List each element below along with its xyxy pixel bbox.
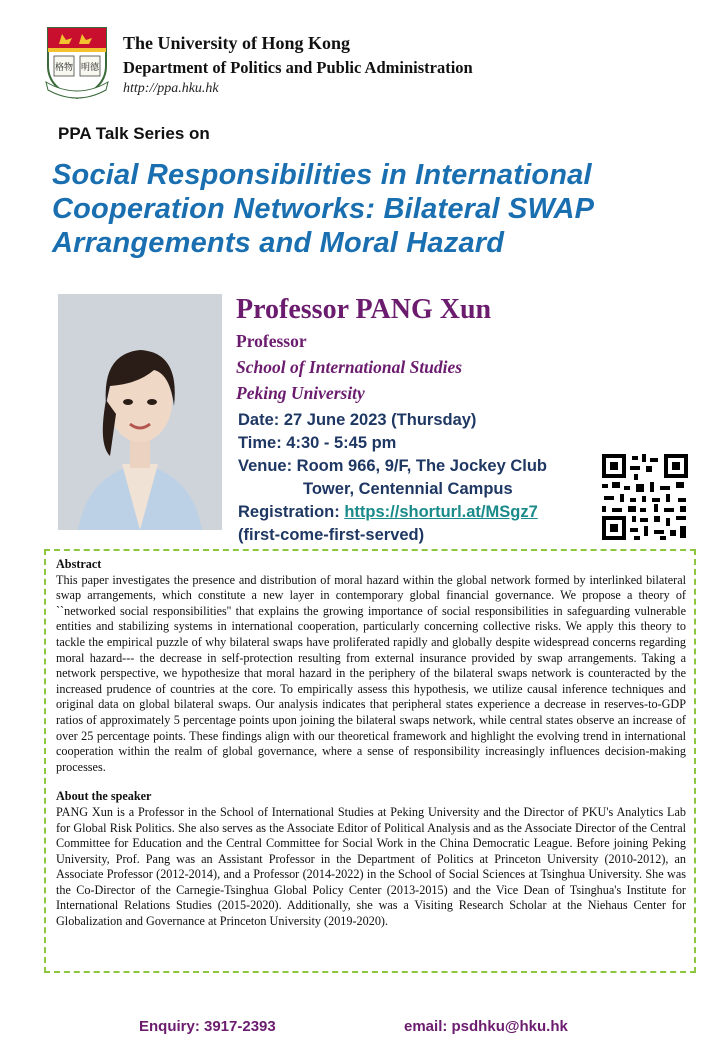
abstract-text: This paper investigates the presence and distribution of moral hazard within the global network formed by interlinked bilateral swap arrangements, which constitute a new layer in contemporary global financial governance. We propose a theory of ``networked social responsibilities'' that explains the growing importance of social responsibilities in safeguarding vulnerable entities and stabilizing systems in international cooperation, particularly concerning collective risks. We apply this theory to tackle the empirical puzzle of why bilateral swaps have proliferated rapidly and globally despite widespread concerns regarding moral hazard--- the decrease in self-protection resulting from external insurance provided by swap arrangements. Taking a network perspective, we hypothesize that moral hazard in the periphery of the bilateral swaps network is counteracted by the increased prudence of countries at the core. To empirically assess this hypothesis, we utilize causal inference techniques and original data on global bilateral swaps. Our analysis indicates that peripheral states experience a decrease in reserves-to-GDP ratios of approximately 5 percentage points upon joining the bilateral swaps network, while central states observe an increase of over 25 percentage points. These findings align with our theoretical framework and highlight the evolving trend in international cooperation within the realm of global governance, where a sense of responsibility increasingly influences decision-making processes. <box>56 572 686 774</box>
registration-link[interactable]: https://shorturl.at/MSgz7 <box>344 503 538 521</box>
series-label: PPA Talk Series on <box>58 124 210 143</box>
abstract-box <box>44 549 696 973</box>
speaker-photo <box>58 294 222 530</box>
event-venue-line1: Venue: Room 966, 9/F, The Jockey Club <box>238 457 548 475</box>
university-name: The University of Hong Kong <box>123 33 351 53</box>
qr-code[interactable] <box>600 452 690 542</box>
registration-label: Registration: <box>238 503 345 521</box>
registration <box>238 503 538 522</box>
hku-crest-logo <box>44 26 110 100</box>
talk-title: Social Responsibilities in International Cooperation Networks: Bilateral SWAP Arrangements and Moral Hazard <box>52 159 594 259</box>
speaker-name: Professor PANG Xun <box>236 294 492 325</box>
event-date: Date: 27 June 2023 (Thursday) <box>238 411 477 429</box>
about-speaker-heading: About the speaker <box>56 789 152 804</box>
svg-text:格物: 格物 <box>54 63 74 73</box>
about-speaker-text: PANG Xun is a Professor in the School of International Studies at Peking University and the Director of PKU's Analytics Lab for Global Risk Politics. She also serves as the Associate Editor of Political Analysis and as the Associate Director of the Central Committee for Education and the Central Committee for Social Work in the China Democratic League. Before joining Peking University, Prof. Pang was an Assistant Professor in the Department of Politics at Princeton University (2010-2012), an Associate Professor (2012-2014), and a Professor (2014-2022) in the School of Social Sciences at Tsinghua University. She was the Co-Director of the Carnegie-Tsinghua Global Policy Center (2013-2015) and the Vice Dean of Tsinghua's Institute for International Relations Studies (2015-2020). Additionally, she was a Visiting Research Scholar at the Niehaus Center for Globalization and Governance at Princeton University (2019-2020). <box>56 804 686 929</box>
registration-note: (first-come-first-served) <box>238 526 425 544</box>
speaker-university: Peking University <box>236 383 365 403</box>
svg-text:明德: 明德 <box>80 63 100 73</box>
department-url[interactable]: http://ppa.hku.hk <box>123 81 219 96</box>
event-venue-line2: Tower, Centennial Campus <box>303 480 513 498</box>
abstract-heading: Abstract <box>56 557 102 571</box>
enquiry-email[interactable]: email: psdhku@hku.hk <box>404 1018 568 1035</box>
speaker-role: Professor <box>236 331 307 351</box>
speaker-school: School of International Studies <box>236 357 463 377</box>
department-name: Department of Politics and Public Administration <box>123 58 473 77</box>
enquiry-phone: Enquiry: 3917-2393 <box>139 1018 276 1035</box>
event-time: Time: 4:30 - 5:45 pm <box>238 434 397 452</box>
